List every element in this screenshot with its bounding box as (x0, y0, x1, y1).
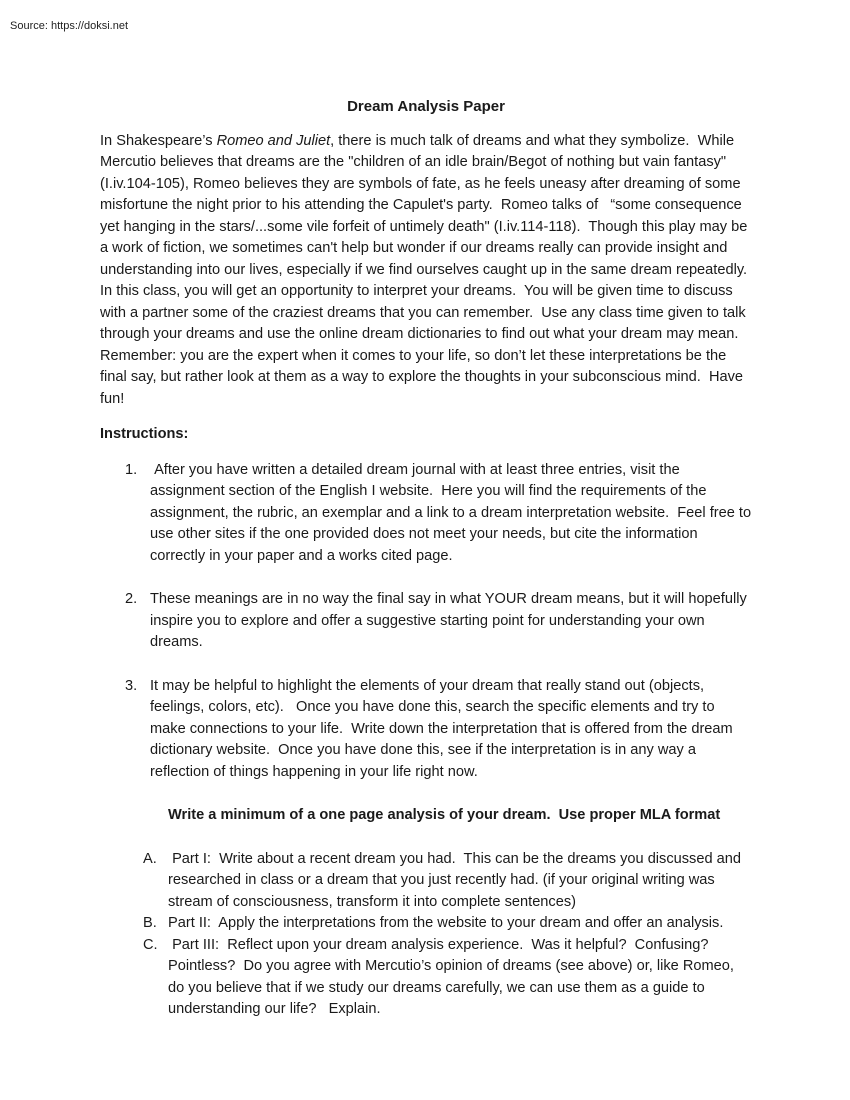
document-page (100, 0, 756, 1021)
list-item (125, 460, 756, 568)
intro-paragraph (100, 131, 756, 411)
list-item-text: After you have written a detailed dream journal with at least three entries, visit the assignment section of the English I website. Here you will find the requirements of the assignment, the rubric, an exemplar and a link to a dream interpretation website. Feel free to use other sites if the one provided does not meet your needs, but cite the information correctly in your paper and a works cited page. (150, 461, 756, 564)
source-label: Source: https://doksi.net (10, 20, 129, 32)
list-item-text: Part III: Reflect upon your dream analysis experience. Was it helpful? Confusing? Pointless? Do you agree with Mercutio’s opinion of dreams (see above) or, like Romeo, do you believe that if we study our dreams carefully, we can use them as a guide to understanding our life? Explain. (168, 936, 738, 1017)
book-title-italic: Romeo and Juliet (216, 132, 331, 149)
list-item-marker: C. (143, 936, 158, 953)
list-item (143, 935, 752, 1021)
mla-format-instruction: Write a minimum of a one page analysis of your dream. Use proper MLA format (168, 807, 721, 823)
instructions-heading: Instructions: (100, 426, 189, 442)
list-item-marker: 2. (125, 591, 138, 607)
numbered-list (100, 460, 756, 784)
list-item-marker: 1. (125, 461, 138, 478)
list-item-text: It may be helpful to highlight the elements of your dream that really stand out (objects, feelings, colors, etc). Once you have done this, search the specific elements and try to make connections to your life. Write down the interpretation that is offered from the dream dictionary website. Once you have done this, see if the interpretation is in any way a reflection of things happening in your life right now. (150, 677, 737, 780)
list-item-text: These meanings are in no way the final say in what YOUR dream means, but it will hopefully inspire you to explore and offer a suggestive starting point for understanding your own dreams. (150, 591, 751, 650)
lettered-list (100, 849, 752, 1021)
list-item-marker: B. (143, 915, 157, 931)
list-item (125, 589, 752, 654)
list-item (143, 913, 752, 935)
intro-text-lead: In Shakespeare’s (100, 132, 217, 149)
list-item-marker: A. (143, 850, 157, 867)
list-item (143, 849, 752, 914)
list-item-marker: 3. (125, 677, 138, 694)
list-item (125, 676, 752, 784)
page-title: Dream Analysis Paper (347, 98, 505, 115)
intro-text-body: , there is much talk of dreams and what they symbolize. While Mercutio believes that dreams are the "children of an idle brain/Begot of nothing but vain fantasy" (I.iv.104-105), Romeo believes they are symbols of fate, as he feels uneasy after dreaming of some misfortune the night prior to his attending the Capulet's party. Romeo talks of “some consequence yet hanging in the stars/...some vile forfeit of untimely death" (I.iv.114-118). Though this play may be a work of fiction, we sometimes can't help but wonder if our dreams really can provide insight and understanding into our lives, especially if we find ourselves caught up in the same dream repeatedly. In this class, you will get an opportunity to interpret your dreams. You will be given time to discuss with a partner some of the craziest dreams that you can remember. Use any class time given to talk through your dreams and use the online dream dictionaries to find out what your dream may mean. Remember: you are the expert when it comes to your life, so don’t let these interpretations be the final say, but rather look at them as a way to explore the thoughts in your subconscious mind. Have fun! (100, 132, 756, 407)
list-item-text: Part II: Apply the interpretations from the website to your dream and offer an analysis. (168, 915, 724, 931)
list-item-text: Part I: Write about a recent dream you had. This can be the dreams you discussed and researched in class or a dream that you just recently had. (if your original writing was stream of consciousness, transform it into complete sentences) (168, 850, 746, 910)
